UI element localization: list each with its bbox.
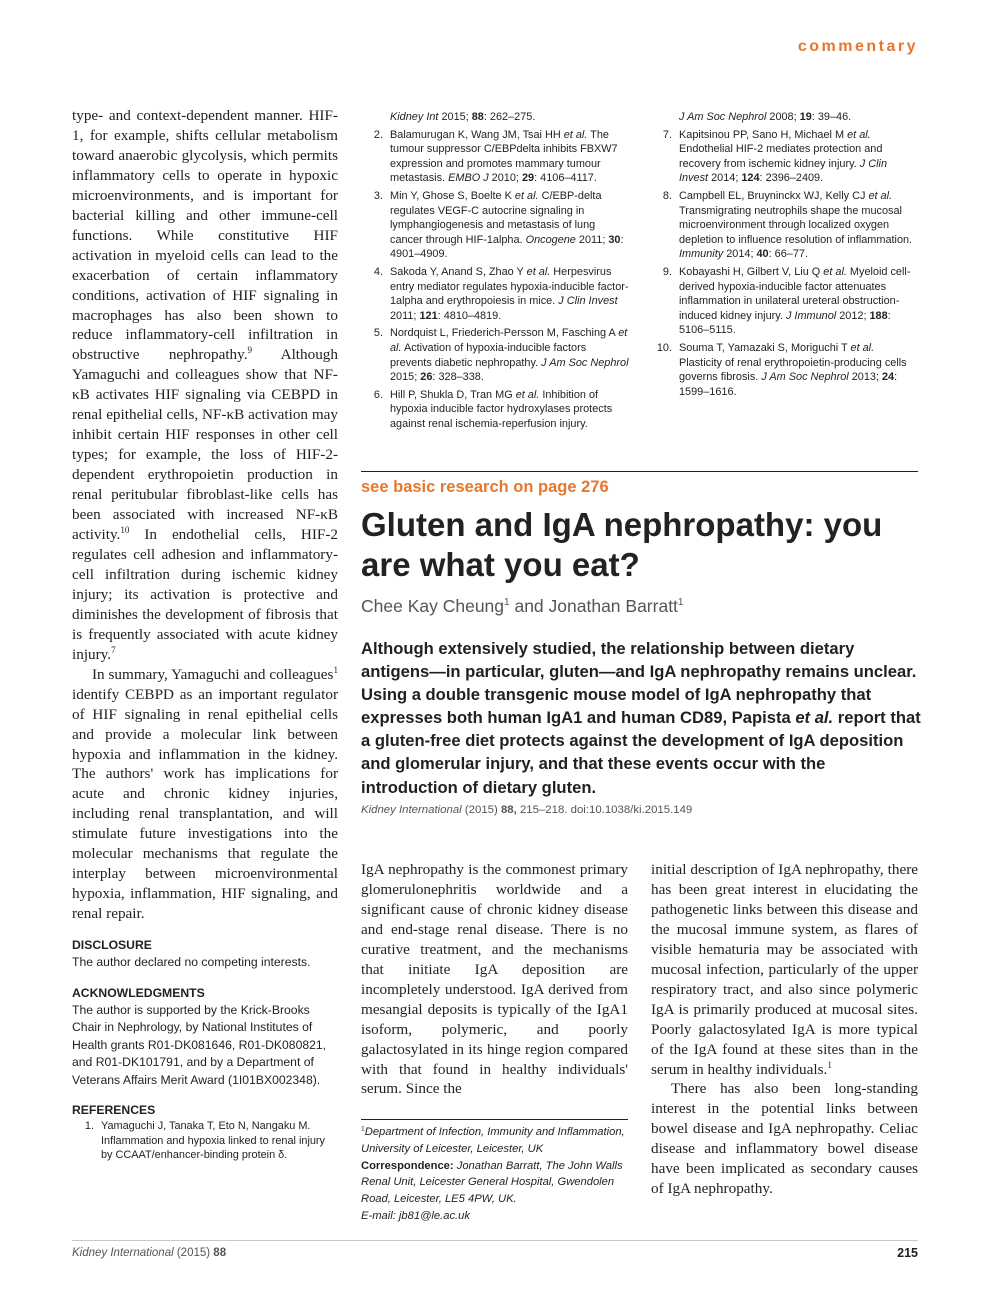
section-label: commentary <box>797 38 918 55</box>
see-basic-research-link[interactable]: see basic research on page 276 <box>361 478 609 496</box>
article-body-middle <box>361 860 628 1099</box>
affiliation-block: $^1$Department of Infection, Immunity and Inflammation, University of Leicester, Leicester, UK Correspondence: Jonathan Barratt, The John Walls Renal Unit, Leicester General Hospital, Gwendolen Road, Leicester, LE5 4PW, UK. E-mail: jb81@le.ac.uk <box>361 1125 625 1222</box>
left-column <box>72 106 338 1166</box>
left-paragraph-1: type- and context-dependent manner. HIF-1, for example, shifts cellular metabolism toward anaerobic glycolysis, which permits inflammatory cells to operate in hypoxic microenvironments, and is important for bacterial killing and other immune-cell functions. While constitutive HIF activation in myeloid cells can lead to the exacerbation of certain inflammatory conditions, activation of HIF signaling in macrophages has also been shown to reduce inflammatory-cell infiltration in obstructive nephropathy.$^9$ Although Yamaguchi and colleagues show that NF-κB activates HIF signaling via CEBPD in renal epithelial cells, NF-κB activation may inhibit certain HIF responses in other cell types; for example, the loss of HIF-2-dependent erythropoietin production in renal peritubular fibroblast-like cells has been associated with increased NF-κB activity.$^{10}$ In endothelial cells, HIF-2 regulates cell adhesion and inflammatory-cell infiltration during ischemic kidney injury; its activation is protective and diminishes the development of fibrosis that is frequently associated with acute kidney injury.$^7$ <box>72 107 338 663</box>
reference-item: 10. Souma T, Yamazaki S, Moriguchi T et al. Plasticity of renal erythropoietin-producing cells governs fibrosis. J Am Soc Nephrol 2013; 24: 1599–1616. <box>656 341 907 398</box>
article-body-right <box>651 860 918 1199</box>
references-list-left <box>72 1119 338 1163</box>
page-number: 215 <box>897 1246 918 1260</box>
disclosure-text: The author declared no competing interests. <box>72 955 311 970</box>
reference-item: 5. Nordquist L, Friederich-Persson M, Fasching A et al. Activation of hypoxia-inducible factors prevents diabetic nephropathy. J Am Soc Nephrol 2015; 26: 328–338. <box>373 327 629 384</box>
article-paragraph-1: IgA nephropathy is the commonest primary glomerulonephritis worldwide and a significant cause of chronic kidney disease and end-stage renal disease. There is no curative treatment, and the mechanisms that initiate IgA deposition are incompletely understood. IgA derived from mesangial deposits is typically of the IgA1 isoform, polymeric, and poorly galactosylated in its hinge region compared with that found in healthy individuals' serum. Since the <box>361 861 628 1098</box>
left-paragraph-2: In summary, Yamaguchi and colleagues$^1$ identify CEBPD as an important regulator of HIF signaling in renal epithelial cells and provide a molecular link between hypoxia and inflammation in the kidney. The authors' work has implications for acute and chronic kidney injuries, including renal transplantation, and will stimulate future investigations into the molecular mechanisms that regulate the interplay between microenvironmental hypoxia, inflammation, HIF signaling, and renal repair. <box>72 664 338 923</box>
article-citation: Kidney International (2015) 88, 215–218. doi:10.1038/ki.2015.149 <box>361 804 693 816</box>
footer-journal: Kidney International (2015) 88 <box>72 1247 227 1259</box>
article-paragraph-1-continued: initial description of IgA nephropathy, there has been great interest in elucidating the pathogenetic links between this disease and the mucosal immune system, as flares of visible hematuria may be associated with mucosal infection, particularly of the upper respiratory tract, and also since polymeric IgA is primarily produced at mucosal sites. Poorly galactosylated IgA is more typical of the IgA found at these sites than in the serum in healthy individuals.$^1$ <box>651 861 918 1078</box>
references-column-middle <box>361 110 630 434</box>
acknowledgments-text: The author is supported by the Krick-Brooks Chair in Nephrology, by National Institutes of Health grants R01-DK081646, R01-DK080821, and R01-DK101791, and by a Department of Veterans Affairs Merit Award (1I01BX002348). <box>72 1002 327 1087</box>
acknowledgments-heading: ACKNOWLEDGMENTS <box>72 985 205 1000</box>
reference-item: 1. Yamaguchi J, Tanaka T, Eto N, Nangaku M. Inflammation and hypoxia linked to renal injury by CCAAT/enhancer-binding protein δ. <box>84 1120 325 1162</box>
article-abstract: Although extensively studied, the relationship between dietary antigens—in particular, gluten—and IgA nephropathy remains unclear. Using a double transgenic mouse model of IgA nephropathy that expresses both human IgA1 and human CD89, Papista et al. report that a gluten-free diet protects against the development of IgA deposition and glomerular injury, and that these events occur with the introduction of dietary gluten. <box>361 639 921 797</box>
correspondence-email[interactable]: E-mail: jb81@le.ac.uk <box>361 1209 470 1222</box>
reference-item: 8. Campbell EL, Bruyninckx WJ, Kelly CJ et al. Transmigrating neutrophils shape the mucosal microenvironment through localized oxygen depletion to influence resolution of inflammation. Immunity 2014; 40: 66–77. <box>662 189 913 261</box>
article-title: Gluten and IgA nephropathy: you are what you eat? <box>361 506 883 583</box>
references-heading: REFERENCES <box>72 1103 156 1118</box>
reference-item: 9. Kobayashi H, Gilbert V, Liu Q et al. Myeloid cell-derived hypoxia-inducible factor attenuates inflammation in unilateral ureteral obstruction-induced kidney injury. J Immunol 2012; 188: 5106–5115. <box>662 265 911 337</box>
article-authors: Chee Kay Cheung$^1$ and Jonathan Barratt$^1$ <box>361 596 684 616</box>
section-divider <box>361 471 918 472</box>
reference-item: 4. Sakoda Y, Anand S, Zhao Y et al. Herpesvirus entry mediator regulates hypoxia-inducible factor-1alpha and erythropoiesis in mice. J Clin Invest 2011; 121: 4810–4819. <box>373 265 629 322</box>
disclosure-heading: DISCLOSURE <box>72 938 152 953</box>
reference-item: 2. Balamurugan K, Wang JM, Tsai HH et al. The tumour suppressor C/EBPdelta inhibits FBXW7 expression and promotes mammary tumour metastasis. EMBO J 2010; 29: 4106–4117. <box>373 128 618 185</box>
reference-item: 3. Min Y, Ghose S, Boelte K et al. C/EBP-delta regulates VEGF-C autocrine signaling in lymphangiogenesis and metastasis of lung cancer through HIF-1alpha. Oncogene 2011; 30: 4901–4909. <box>373 189 624 261</box>
reference-item-continued: J Am Soc Nephrol 2008; 19: 39–46. <box>679 111 852 123</box>
references-column-right <box>650 110 919 402</box>
reference-item: 6. Hill P, Shukla D, Tran MG et al. Inhibition of hypoxia inducible factor hydroxylases protects against renal ischemia-reperfusion injury. <box>373 388 613 430</box>
affiliation-divider <box>361 1119 628 1120</box>
footer-divider <box>72 1240 918 1241</box>
reference-item-continued: Kidney Int 2015; 88: 262–275. <box>390 111 536 123</box>
reference-item: 7. Kapitsinou PP, Sano H, Michael M et al. Endothelial HIF-2 mediates protection and recovery from ischemic kidney injury. J Clin Invest 2014; 124: 2396–2409. <box>662 128 887 185</box>
article-paragraph-2: There has also been long-standing interest in the potential links between bowel disease and IgA nephropathy. Celiac disease and inflammatory bowel disease have been implicated as secondary causes of IgA nephropathy. <box>651 1080 918 1198</box>
